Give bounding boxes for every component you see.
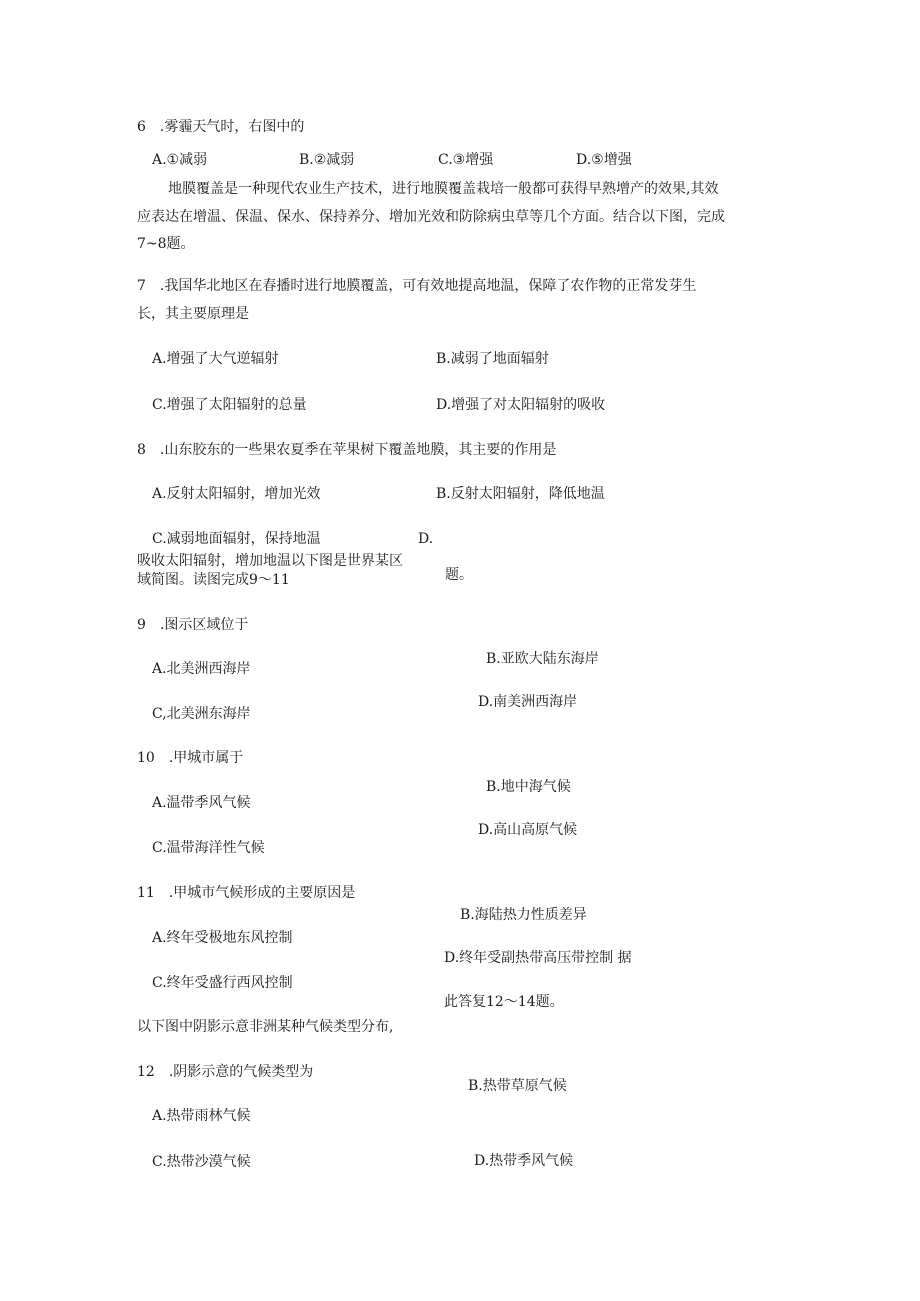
q12-option-b: B.热带草原气候: [468, 1078, 567, 1094]
q11-option-c: C.终年受盛行西风控制: [152, 975, 293, 991]
q9-option-b: B.亚欧大陆东海岸: [486, 651, 599, 667]
q11-stem: 11 .甲城市气候形成的主要原因是: [137, 885, 356, 901]
intro-9-11-b: 题。: [445, 567, 473, 583]
q9-option-d: D.南美洲西海岸: [478, 694, 578, 710]
intro-7-8-line2: 应表达在增温、保温、保水、保持养分、增加光效和防除病虫草等几个方面。结合以下图，完成: [137, 209, 725, 225]
q7-stem-line1: 7 .我国华北地区在春播时进行地膜覆盖，可有效地提高地温，保障了农作物的正常发芽生: [137, 278, 697, 294]
q6-option-b: B.②减弱: [299, 152, 355, 168]
q12-option-c: C.热带沙漠气候: [152, 1154, 251, 1170]
q7-stem-line2: 长，其主要原理是: [137, 306, 249, 322]
q7-option-a: A.增强了大气逆辐射: [152, 351, 279, 367]
q10-option-a: A.温带季风气候: [152, 795, 251, 811]
q6-stem: 6 .雾霾天气时，右图中的: [137, 119, 305, 135]
q6-option-d: D.⑤增强: [576, 152, 632, 168]
intro-7-8-line3: 7~8题。: [137, 236, 195, 252]
q8-option-b: B.反射太阳辐射，降低地温: [436, 486, 605, 502]
q6-option-a: A.①减弱: [152, 152, 208, 168]
q10-option-b: B.地中海气候: [486, 779, 571, 795]
q10-option-d: D.高山高原气候: [478, 822, 578, 838]
q7-option-d: D.增强了对太阳辐射的吸收: [436, 397, 606, 413]
q8-option-d-text: 吸收太阳辐射，增加地温以下图是世界某区: [137, 553, 403, 569]
intro-12-14-b: 以下图中阴影示意非洲某种气候类型分布,: [137, 1019, 394, 1035]
q10-option-c: C.温带海洋性气候: [152, 840, 265, 856]
intro-12-14-a: 此答复12～14题。: [444, 994, 564, 1010]
q10-stem: 10 .甲城市属于: [137, 750, 244, 766]
q11-option-b: B.海陆热力性质差异: [460, 907, 587, 923]
q8-option-d: D.: [418, 531, 434, 547]
q11-option-d: D.终年受副热带高压带控制 据: [444, 950, 632, 966]
q8-option-a: A.反射太阳辐射，增加光效: [152, 486, 321, 502]
q7-option-b: B.减弱了地面辐射: [436, 351, 549, 367]
q7-option-c: C.增强了太阳辐射的总量: [152, 397, 307, 413]
intro-9-11-a: 域简图。读图完成9～11: [137, 572, 290, 588]
q9-option-c: C,北美洲东海岸: [152, 706, 251, 722]
q12-option-a: A.热带雨林气候: [152, 1108, 251, 1124]
intro-7-8-line1: 地膜覆盖是一种现代农业生产技术，进行地膜覆盖栽培一般都可获得早熟增产的效果,其效: [168, 181, 719, 197]
q12-stem: 12 .阴影示意的气候类型为: [137, 1064, 314, 1080]
q9-option-a: A.北美洲西海岸: [152, 661, 251, 677]
q8-stem: 8 .山东胶东的一些果农夏季在苹果树下覆盖地膜，其主要的作用是: [137, 442, 557, 458]
q9-stem: 9 .图示区域位于: [137, 617, 249, 633]
q8-option-c: C.减弱地面辐射，保持地温: [152, 531, 321, 547]
q12-option-d: D.热带季风气候: [474, 1153, 574, 1169]
q11-option-a: A.终年受极地东风控制: [152, 930, 293, 946]
q6-option-c: C.③增强: [438, 152, 494, 168]
